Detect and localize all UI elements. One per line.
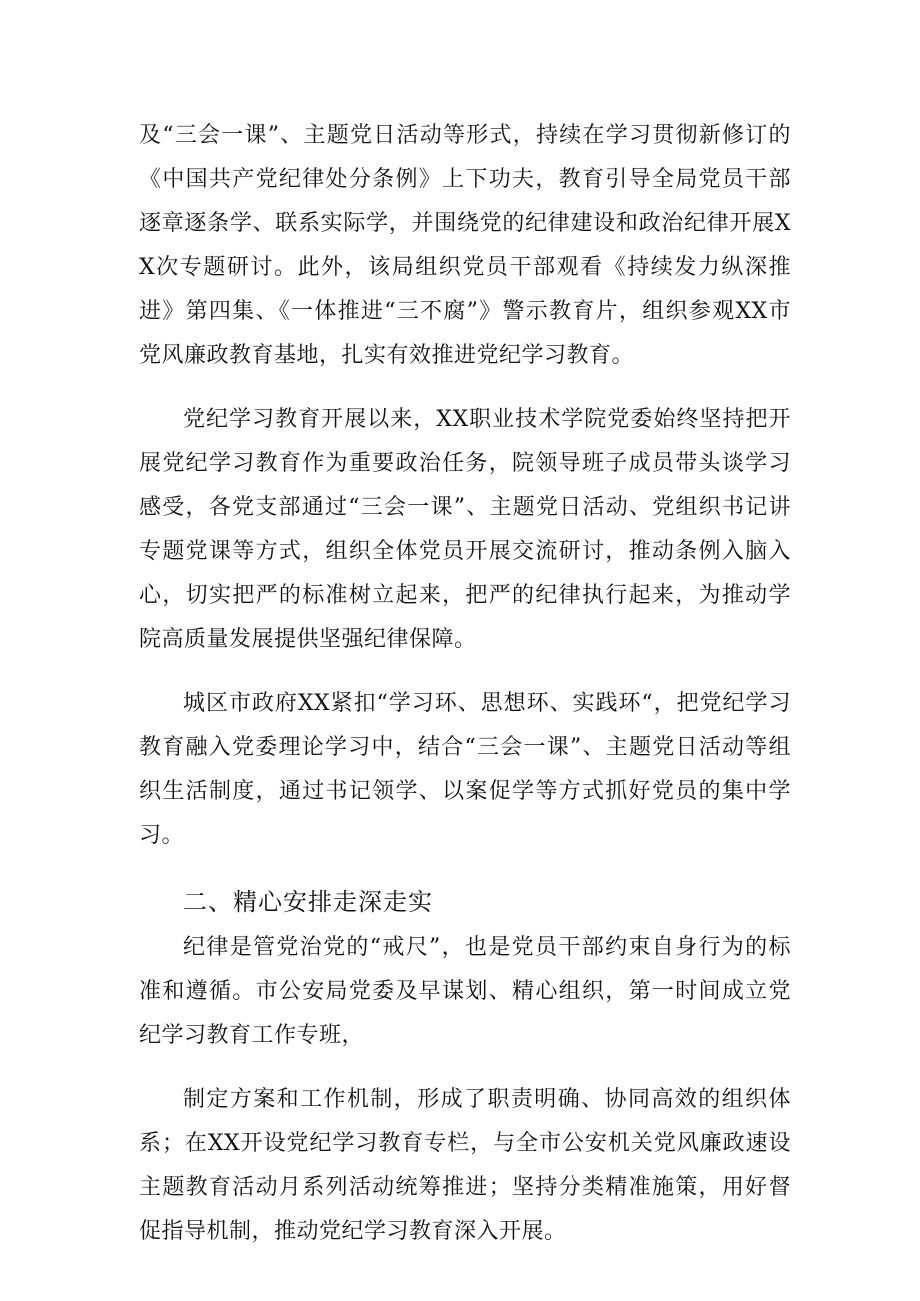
- document-body: [139, 114, 791, 1254]
- paragraph-continued: 及“三会一课”、主题党日活动等形式，持续在学习贯彻新修订的《中国共产党纪律处分条例》上下功夫，教育引导全局党员干部逐章逐条学、联系实际学，并围绕党的纪律建设和政治纪律开展XX次专题研讨。此外，该局组织党员干部观看《持续发力纵深推进》第四集、《一体推进“三不腐”》警示教育片，组织参观XX市党风廉政教育基地，扎实有效推进党纪学习教育。: [139, 123, 791, 368]
- paragraph-mechanism: 制定方案和工作机制，形成了职责明确、协同高效的组织体系；在XX开设党纪学习教育专栏，与全市公安机关党风廉政速设主题教育活动月系列活动统筹推进；坚持分类精准施策，用好督促指导机制，推动党纪学习教育深入开展。: [139, 1087, 791, 1244]
- paragraph-discipline: 纪律是管党治党的“戒尺”，也是党员干部约束自身行为的标准和遵循。市公安局党委及早谋划、精心组织，第一时间成立党纪学习教育工作专班，: [139, 935, 791, 1048]
- paragraph-college: 党纪学习教育开展以来，XX职业技术学院党委始终坚持把开展党纪学习教育作为重要政治任务，院领导班子成员带头谈学习感受，各党支部通过“三会一课”、主题党日活动、党组织书记讲专题党课等方式，组织全体党员开展交流研讨，推动条例入脑入心，切实把严的标准树立起来，把严的纪律执行起来，为推动学院高质量发展提供坚强纪律保障。: [139, 407, 791, 652]
- paragraph-city-district: 城区市政府XX紧扣“学习环、思想环、实践环“，把党纪学习教育融入党委理论学习中，结合“三会一课”、主题党日活动等组织生活制度，通过书记领学、以案促学等方式抓好党员的集中学习。: [139, 691, 791, 848]
- section-heading: 二、精心安排走深走实: [183, 888, 433, 916]
